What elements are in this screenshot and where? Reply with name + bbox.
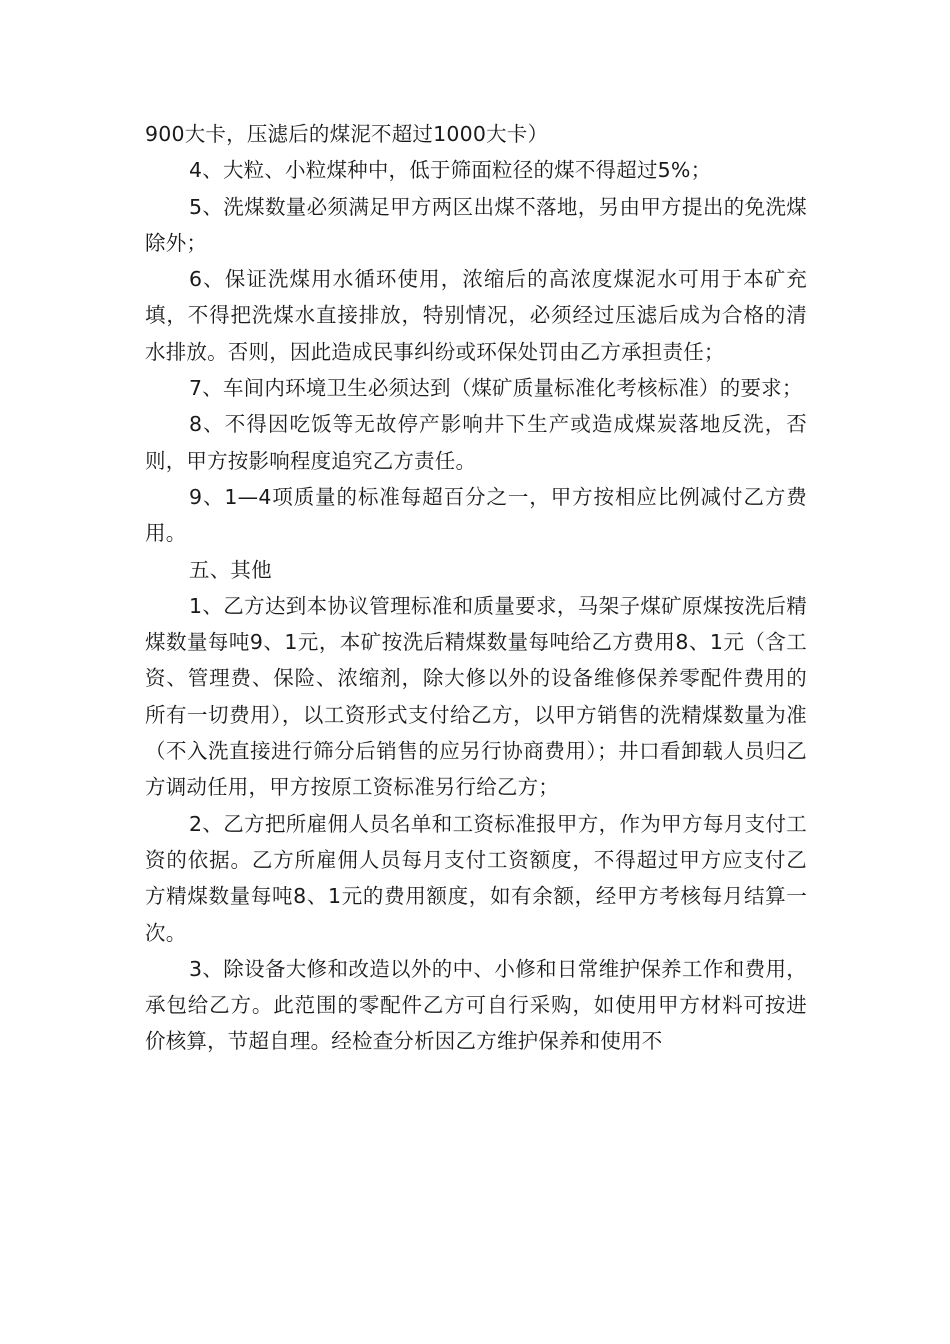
paragraph-item-7: 7、车间内环境卫生必须达到（煤矿质量标准化考核标准）的要求； — [189, 376, 803, 401]
paragraph-item-5: 5、洗煤数量必须满足甲方两区出煤不落地，另由甲方提出的免洗煤除外； — [145, 194, 807, 255]
paragraph-item-9: 9、1—4项质量的标准每超百分之一，甲方按相应比例减付乙方费用。 — [145, 484, 807, 546]
paragraph-item-4: 4、大粒、小粒煤种中，低于筛面粒径的煤不得超过5%； — [189, 158, 712, 183]
document-body — [145, 116, 807, 1060]
paragraph-item-8: 8、不得因吃饭等无故停产影响井下生产或造成煤炭落地反洗，否则，甲方按影响程度追究乙方责任。 — [145, 412, 807, 473]
paragraph-other-3: 3、除设备大修和改造以外的中、小修和日常维护保养工作和费用，承包给乙方。此范围的零配件乙方可自行采购，如使用甲方材料可按进价核算，节超自理。经检查分析因乙方维护保养和使用不 — [145, 956, 807, 1054]
paragraph-other-2: 2、乙方把所雇佣人员名单和工资标准报甲方，作为甲方每月支付工资的依据。乙方所雇佣人员每月支付工资额度，不得超过甲方应支付乙方精煤数量每吨8、1元的费用额度，如有余额，经甲方考核每月结算一次。 — [145, 811, 807, 945]
paragraph-continuation: 900大卡，压滤后的煤泥不超过1000大卡） — [145, 122, 549, 146]
paragraph-other-1: 1、乙方达到本协议管理标准和质量要求，马架子煤矿原煤按洗后精煤数量每吨9、1元，本矿按洗后精煤数量每吨给乙方费用8、1元（含工资、管理费、保险、浓缩剂，除大修以外的设备维修保养零配件费用的所有一切费用），以工资形式支付给乙方，以甲方销售的洗精煤数量为准（不入洗直接进行筛分后销售的应另行协商费用）；井口看卸载人员归乙方调动任用，甲方按原工资标准另行给乙方； — [145, 593, 807, 800]
section-heading-other: 五、其他 — [189, 557, 272, 582]
paragraph-item-6: 6、保证洗煤用水循环使用，浓缩后的高浓度煤泥水可用于本矿充填，不得把洗煤水直接排放，特别情况，必须经过压滤后成为合格的清水排放。否则，因此造成民事纠纷或环保处罚由乙方承担责任； — [145, 267, 807, 364]
